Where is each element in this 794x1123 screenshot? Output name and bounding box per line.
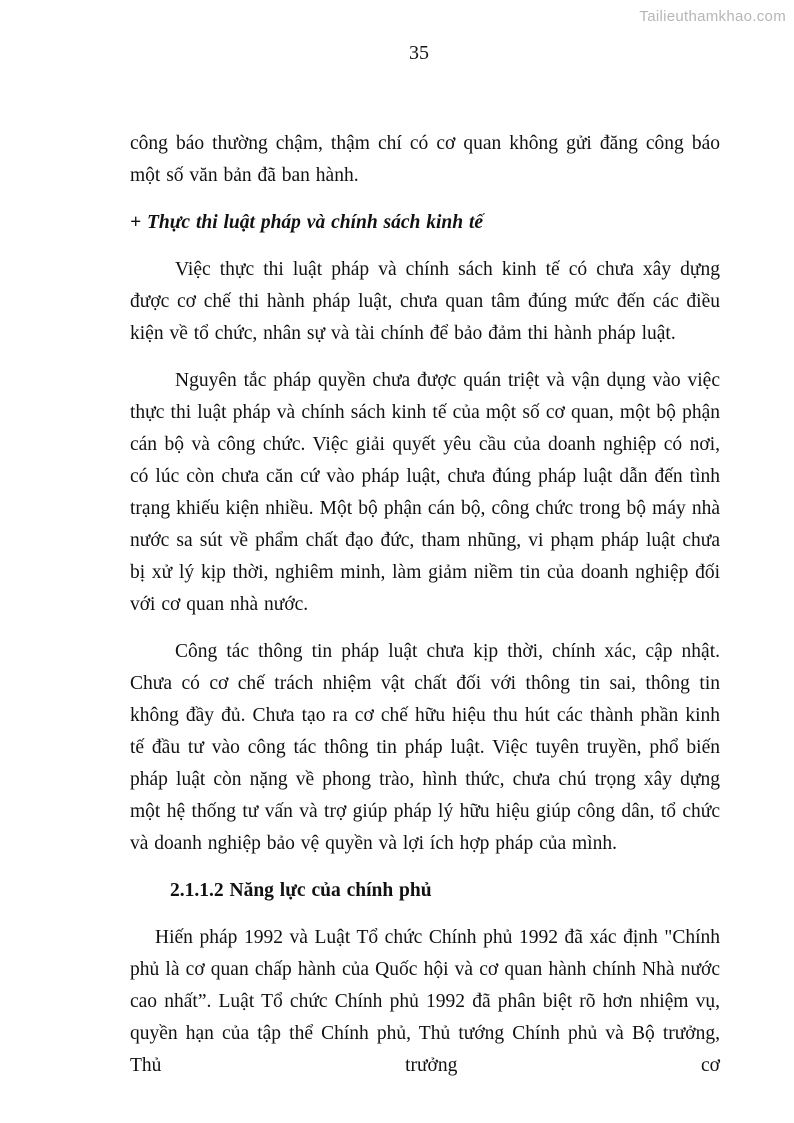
watermark: Tailieuthamkhao.com [639,8,786,25]
paragraph-legal-information: Công tác thông tin pháp luật chưa kịp thời, chính xác, cập nhật. Chưa có cơ chế trách nhiệm vật chất đối với thông tin sai, thông tin không đầy đủ. Chưa tạo ra cơ chế hữu hiệu thu hút các thành phần kinh tế đầu tư vào công tác thông tin pháp luật. Việc tuyên truyền, phổ biến pháp luật còn nặng về phong trào, hình thức, chưa chú trọng xây dựng một hệ thống tư vấn và trợ giúp pháp lý hữu hiệu giúp công dân, tổ chức và doanh nghiệp bảo vệ quyền và lợi ích hợp pháp của mình. [130,641,720,854]
section-heading-government-capacity: 2.1.1.2 Năng lực của chính phủ [170,880,432,901]
paragraph-rule-of-law: Nguyên tắc pháp quyền chưa được quán triệt và vận dụng vào việc thực thi luật pháp và chính sách kinh tế của một số cơ quan, một bộ phận cán bộ và công chức. Việc giải quyết yêu cầu của doanh nghiệp có nơi, có lúc còn chưa căn cứ vào pháp luật, chưa đúng pháp luật dẫn đến tình trạng khiếu kiện nhiều. Một bộ phận cán bộ, công chức trong bộ máy nhà nước sa sút về phẩm chất đạo đức, tham nhũng, vi phạm pháp luật chưa bị xử lý kịp thời, nghiêm minh, làm giảm niềm tin của doanh nghiệp đối với cơ quan nhà nước. [130,370,720,615]
subsection-heading-law-enforcement: + Thực thi luật pháp và chính sách kinh tế [130,212,484,233]
paragraph-continuation: công báo thường chậm, thậm chí có cơ quan không gửi đăng công báo một số văn bản đã ban hành. [130,133,720,186]
document-body [130,128,720,1082]
page-number: 35 [409,42,429,64]
paragraph-enforcement-mechanism: Việc thực thi luật pháp và chính sách kinh tế có chưa xây dựng được cơ chế thi hành pháp luật, chưa quan tâm đúng mức đến các điều kiện về tổ chức, nhân sự và tài chính để bảo đảm thi hành pháp luật. [130,259,720,344]
paragraph-constitution: Hiến pháp 1992 và Luật Tổ chức Chính phủ 1992 đã xác định "Chính phủ là cơ quan chấp hành của Quốc hội và cơ quan hành chính Nhà nước cao nhất”. Luật Tổ chức Chính phủ 1992 đã phân biệt rõ hơn nhiệm vụ, quyền hạn của tập thể Chính phủ, Thủ tướng Chính phủ và Bộ trưởng, Thủ trưởng cơ [130,927,720,1076]
